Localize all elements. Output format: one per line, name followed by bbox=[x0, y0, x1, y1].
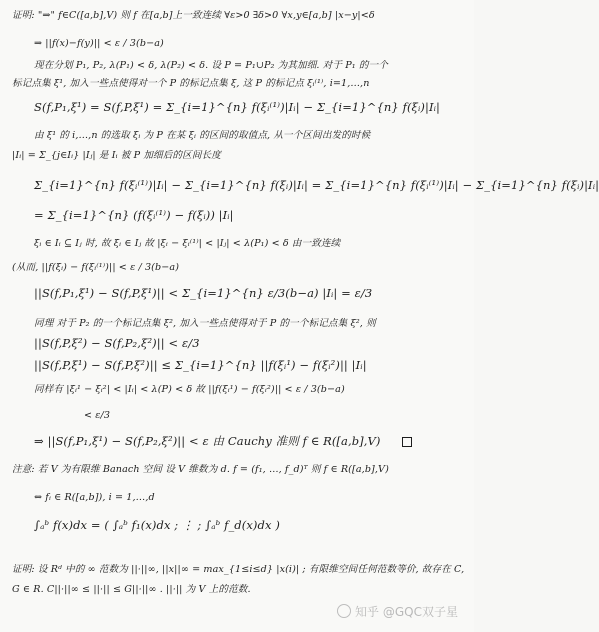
proof-line-16: 同样有 |ξᵢ¹ − ξᵢ²| < |Iᵢ| < λ(P) < δ 故 ||f(ξᵢ¹) − f(ξᵢ²)|| < ε / 3(b−a) bbox=[34, 384, 345, 395]
proof-line-13: 同理 对于 P₂ 的一个标记点集 ξ², 加入一些点使得对于 P 的一个标记点集 ξ², 则 bbox=[34, 318, 376, 329]
proof-line-1: 证明: "⇒" f∈C([a,b],V) 则 f 在[a,b]上一致连续 ∀ε>0 ∃δ>0 ∀x,y∈[a,b] |x−y|<δ bbox=[12, 10, 375, 21]
proof-line-3: 现在分划 P₁, P₂, λ(P₁) < δ, λ(P₂) < δ. 设 P = P₁∪P₂ 为其加细. 对于 P₁ 的一个 bbox=[34, 60, 388, 71]
zhihu-watermark: 知乎 @GQC双子星 bbox=[331, 603, 458, 620]
note-line-2: ⇔ fᵢ ∈ R([a,b]), i = 1,…,d bbox=[34, 492, 155, 503]
proof-line-8: Σ_{i=1}^{n} f(ξᵢ⁽¹⁾)|Iᵢ| − Σ_{i=1}^{n} f(ξᵢ)|Iᵢ| = Σ_{i=1}^{n} f(ξᵢ⁽¹⁾)|Iᵢ| − Σ_{i=1}^{n} f(ξᵢ)|Iᵢ| bbox=[34, 178, 599, 192]
proof-line-9: = Σ_{i=1}^{n} (f(ξᵢ⁽¹⁾) − f(ξᵢ)) |Iᵢ| bbox=[34, 208, 234, 222]
proof-line-4: 标记点集 ξ¹, 加入一些点使得对一个 P 的标记点集 ξ, 这 P 的标记点 ξᵢ⁽¹⁾, i=1,…,n bbox=[12, 78, 370, 89]
note-proof-line-2: G ∈ R. C||·||∞ ≤ ||·|| ≤ G||·||∞ . ||·|| 为 V 上的范数. bbox=[12, 584, 251, 595]
note-line-3: ∫ₐᵇ f(x)dx = ( ∫ₐᵇ f₁(x)dx ; ⋮ ; ∫ₐᵇ f_d(x)dx ) bbox=[34, 518, 280, 532]
proof-line-14: ||S(f,P,ξ²) − S(f,P₂,ξ²)|| < ε/3 bbox=[34, 336, 200, 350]
proof-line-15: ||S(f,P,ξ¹) − S(f,P,ξ²)|| ≤ Σ_{i=1}^{n} ||f(ξᵢ¹) − f(ξᵢ²)|| |Iᵢ| bbox=[34, 358, 367, 372]
note-proof-line-1: 证明: 设 Rᵈ 中的 ∞ 范数为 ||·||∞, ||x||∞ = max_{1≤i≤d} |x(i)| ; 有限维空间任何范数等价, 故存在 C, bbox=[12, 564, 465, 575]
proof-line-11: (从而, ||f(ξᵢ) − f(ξᵢ⁽¹⁾)|| < ε / 3(b−a) bbox=[12, 262, 180, 273]
qed-box bbox=[402, 437, 412, 447]
proof-line-5: S(f,P₁,ξ¹) = S(f,P,ξ¹) = Σ_{i=1}^{n} f(ξᵢ⁽¹⁾)|Iᵢ| − Σ_{i=1}^{n} f(ξᵢ)|Iᵢ| bbox=[34, 100, 440, 114]
proof-line-10: ξᵢ ∈ Iᵢ ⊆ Iⱼ 时, 故 ξᵢ ∈ Iⱼ 故 |ξᵢ − ξᵢ⁽¹⁾| < |Iⱼ| < λ(P₁) < δ 由一致连续 bbox=[34, 238, 341, 249]
zhihu-logo-icon bbox=[337, 604, 351, 618]
proof-line-6: 由 ξ¹ 的 i,…,n 的选取 ξᵢ 为 P 在某 ξᵢ 的区间的取值点, 从一个区间出发的时候 bbox=[34, 130, 371, 141]
proof-line-17: < ε/3 bbox=[84, 410, 111, 421]
note-line-1: 注意: 若 V 为有限维 Banach 空间 设 V 维数为 d. f = (f₁, …, f_d)ᵀ 则 f ∈ R([a,b],V) bbox=[12, 464, 389, 475]
proof-line-18: ⇒ ||S(f,P₁,ξ¹) − S(f,P₂,ξ²)|| < ε 由 Cauchy 准则 f ∈ R([a,b],V) bbox=[34, 434, 381, 448]
proof-line-7: |Iᵢ| = Σ_{j∈Iᵢ} |Iⱼ| 是 Iᵢ 被 P 加细后的区间长度 bbox=[12, 150, 221, 161]
proof-line-2: ⇒ ||f(x)−f(y)|| < ε / 3(b−a) bbox=[34, 38, 164, 49]
proof-line-12: ||S(f,P₁,ξ¹) − S(f,P,ξ¹)|| < Σ_{i=1}^{n} ε/3(b−a) |Iᵢ| = ε/3 bbox=[34, 286, 373, 300]
